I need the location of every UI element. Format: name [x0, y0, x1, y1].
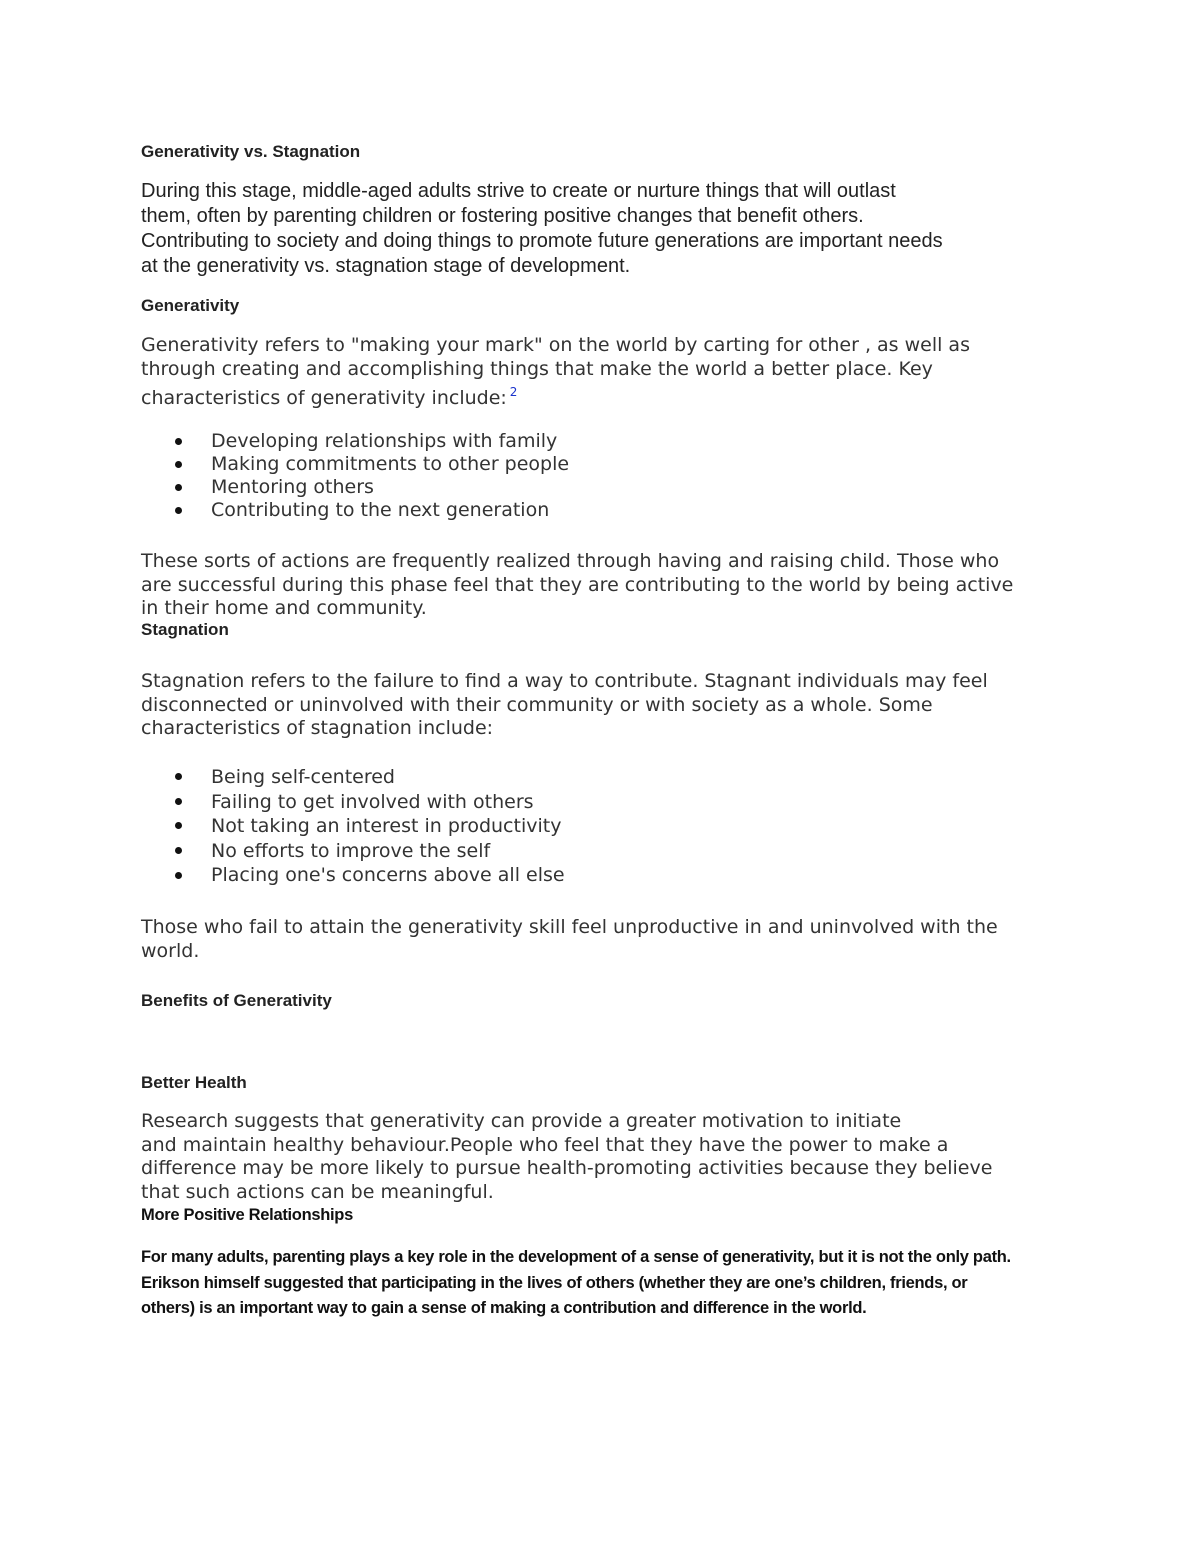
list-item-text: Being self-centered [211, 766, 395, 788]
text-line: difference may be more likely to pursue health-promoting activities because they believe [141, 1157, 993, 1179]
text-fragment: characteristics of generativity include: [141, 387, 507, 409]
heading-more-positive-relationships: More Positive Relationships [141, 1206, 353, 1224]
text-line: through creating and accomplishing things that make the world a better place. Key [141, 357, 933, 380]
text-line: Those who fail to attain the generativity skill feel unproductive in and uninvolved with the [141, 916, 998, 938]
heading-generativity-vs-stagnation: Generativity vs. Stagnation [141, 142, 361, 161]
footnote-link[interactable]: 2 [509, 385, 518, 399]
bullet-icon [175, 507, 182, 514]
text-line: in their home and community. [141, 597, 427, 619]
heading-better-health: Better Health [141, 1073, 247, 1092]
list-item-text: Failing to get involved with others [211, 790, 534, 813]
bullet-icon [175, 822, 182, 829]
paragraph-stagnation [141, 670, 988, 741]
text-line: Erikson himself suggested that participating in the lives of others (whether they are one’s children, friends, or [141, 1273, 968, 1292]
text-line: Generativity refers to "making your mark" on the world by carting for other , as well as [141, 334, 970, 356]
text-line: world. [141, 939, 200, 962]
text-line: others) is an important way to gain a sense of making a contribution and difference in the world. [141, 1299, 867, 1317]
text-line: that such actions can be meaningful. [141, 1180, 494, 1203]
heading-stagnation: Stagnation [141, 620, 229, 639]
list-item [141, 839, 565, 864]
text-line: characteristics of stagnation include: [141, 717, 494, 739]
heading-generativity: Generativity [141, 296, 240, 315]
bullet-icon [175, 798, 182, 805]
paragraph-better-health [141, 1110, 992, 1204]
paragraph-relationships [141, 1245, 1011, 1322]
list-item [141, 476, 569, 499]
generativity-bullet-list [141, 430, 569, 522]
text-line: at the generativity vs. stagnation stage of development. [141, 255, 631, 277]
text-line: are successful during this phase feel that they are contributing to the world by being active [141, 573, 1014, 596]
list-item-text: Mentoring others [211, 476, 374, 498]
list-item-text: Not taking an interest in productivity [211, 815, 562, 838]
list-item [141, 499, 569, 522]
bullet-icon [175, 847, 182, 854]
list-item-text: Developing relationships with family [211, 430, 558, 452]
list-item-text: Making commitments to other people [211, 453, 570, 475]
bullet-icon [175, 872, 182, 879]
list-item [141, 453, 569, 476]
text-line: These sorts of actions are frequently realized through having and raising child. Those who [141, 550, 1000, 572]
paragraph-generativity-after [141, 550, 1013, 621]
text-line: and maintain healthy behaviour.People who feel that they have the power to make a [141, 1133, 949, 1156]
text-line: disconnected or uninvolved with their community or with society as a whole. Some [141, 693, 933, 716]
list-item-text: Contributing to the next generation [211, 499, 550, 521]
list-item-text: No efforts to improve the self [211, 839, 491, 862]
text-line: For many adults, parenting plays a key role in the development of a sense of generativity, but it is not the only path. [141, 1248, 1011, 1266]
bullet-icon [175, 461, 182, 468]
text-line: them, often by parenting children or fostering positive changes that benefit others. [141, 205, 864, 227]
heading-benefits-of-generativity: Benefits of Generativity [141, 991, 332, 1010]
text-line [141, 381, 970, 411]
list-item [141, 765, 565, 790]
bullet-icon [175, 438, 182, 445]
paragraph-intro [141, 179, 943, 279]
list-item [141, 430, 569, 453]
paragraph-stagnation-after [141, 916, 998, 963]
list-item [141, 790, 565, 815]
text-line: Stagnation refers to the failure to find a way to contribute. Stagnant individuals may feel [141, 670, 988, 692]
list-item-text: Placing one's concerns above all else [211, 864, 565, 887]
paragraph-generativity [141, 334, 970, 411]
text-line: During this stage, middle-aged adults strive to create or nurture things that will outlast [141, 180, 896, 202]
list-item [141, 814, 565, 839]
text-line: Research suggests that generativity can provide a greater motivation to initiate [141, 1110, 902, 1132]
bullet-icon [175, 484, 182, 491]
stagnation-bullet-list [141, 765, 565, 888]
list-item [141, 863, 565, 888]
bullet-icon [175, 773, 182, 780]
text-line: Contributing to society and doing things to promote future generations are important needs [141, 230, 943, 252]
